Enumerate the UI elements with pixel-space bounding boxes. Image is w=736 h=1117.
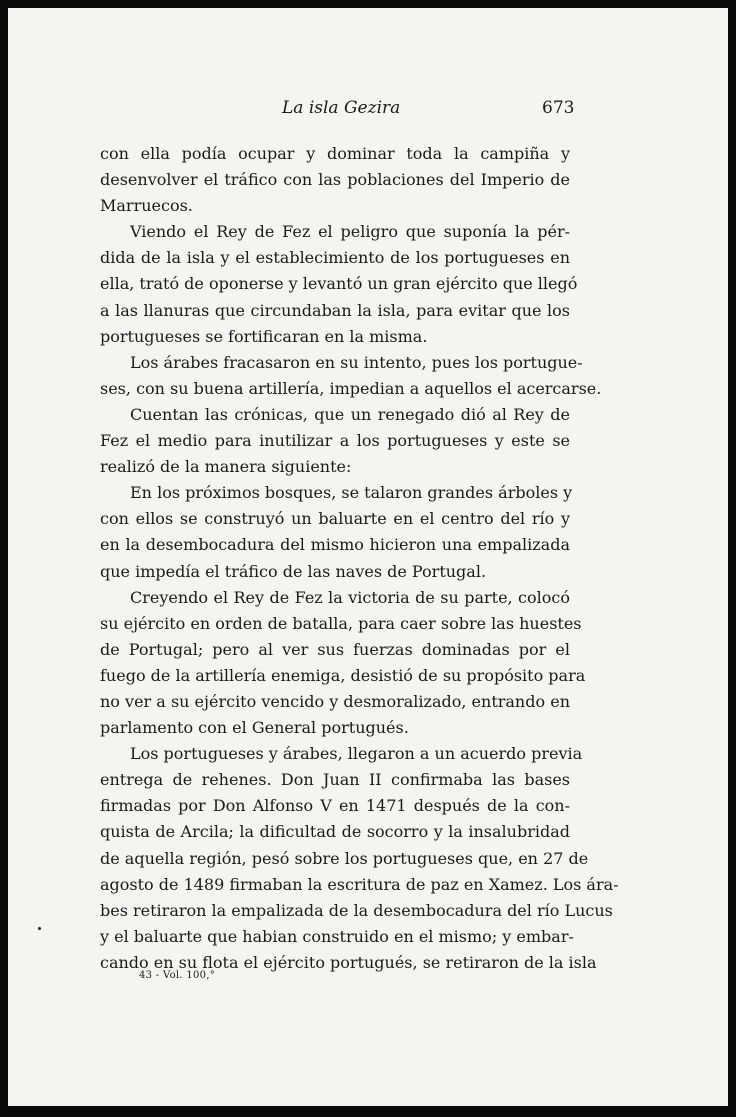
text-line: y el baluarte que habian construido en el mismo; y embar-: [100, 926, 574, 946]
running-title: La isla Gezira: [282, 98, 401, 118]
text-line: entrega de rehenes. Don Juan II confirmaba las bases: [100, 770, 570, 790]
text-line: no ver a su ejército vencido y desmoralizado, entrando en: [100, 691, 570, 711]
text-line: que impedía el tráfico de las naves de Portugal.: [100, 561, 487, 581]
text-line: Los portugueses y árabes, llegaron a un acuerdo previa: [130, 744, 583, 764]
page-header: [8, 98, 728, 122]
text-line: firmadas por Don Alfonso V en 1471 después de la con-: [100, 796, 570, 816]
text-line: Fez el medio para inutilizar a los portugueses y este se: [100, 431, 570, 451]
text-line: bes retiraron la empalizada de la desembocadura del río Lucus: [100, 900, 613, 920]
text-line: dida de la isla y el establecimiento de los portugueses en: [100, 248, 570, 268]
ink-speck: [38, 927, 41, 930]
text-line: agosto de 1489 firmaban la escritura de paz en Xamez. Los ára-: [100, 874, 619, 894]
text-line: su ejército en orden de batalla, para caer sobre las huestes: [100, 613, 582, 633]
text-line: a las llanuras que circundaban la isla, para evitar que los: [100, 300, 570, 320]
text-line: Viendo el Rey de Fez el peligro que suponía la pér-: [130, 222, 570, 242]
page-body: [100, 141, 619, 976]
text-line: Cuentan las crónicas, que un renegado dió al Rey de: [130, 404, 570, 424]
text-line: fuego de la artillería enemiga, desistió de su propósito para: [100, 665, 586, 685]
book-page: [8, 8, 728, 1106]
text-line: de aquella región, pesó sobre los portugueses que, en 27 de: [100, 848, 589, 868]
page-number: 673: [542, 98, 575, 118]
text-line: Creyendo el Rey de Fez la victoria de su parte, colocó: [130, 587, 570, 607]
text-line: quista de Arcila; la dificultad de socorro y la insalubridad: [100, 822, 570, 842]
text-line: de Portugal; pero al ver sus fuerzas dominadas por el: [100, 639, 570, 659]
text-line: con ella podía ocupar y dominar toda la campiña y: [100, 144, 570, 163]
text-line: parlamento con el General portugués.: [100, 718, 409, 738]
text-line: ella, trató de oponerse y levantó un gran ejército que llegó: [100, 274, 578, 294]
text-line: portugueses se fortificaran en la misma.: [100, 326, 428, 346]
text-line: Los árabes fracasaron en su intento, pues los portugue-: [130, 352, 583, 372]
text-line: Marruecos.: [100, 196, 193, 216]
text-line: con ellos se construyó un baluarte en el centro del río y: [100, 509, 570, 529]
text-line: En los próximos bosques, se talaron grandes árboles y: [130, 483, 573, 503]
text-line: cando en su flota el ejército portugués, se retiraron de la isla: [100, 952, 597, 972]
text-line: en la desembocadura del mismo hicieron una empalizada: [100, 535, 570, 555]
text-line: desenvolver el tráfico con las poblaciones del Imperio de: [100, 170, 570, 190]
printer-signature: 43 - Vol. 100,°: [139, 970, 216, 981]
text-line: ses, con su buena artillería, impedian a aquellos el acercarse.: [100, 378, 602, 398]
text-line: realizó de la manera siguiente:: [100, 457, 352, 477]
